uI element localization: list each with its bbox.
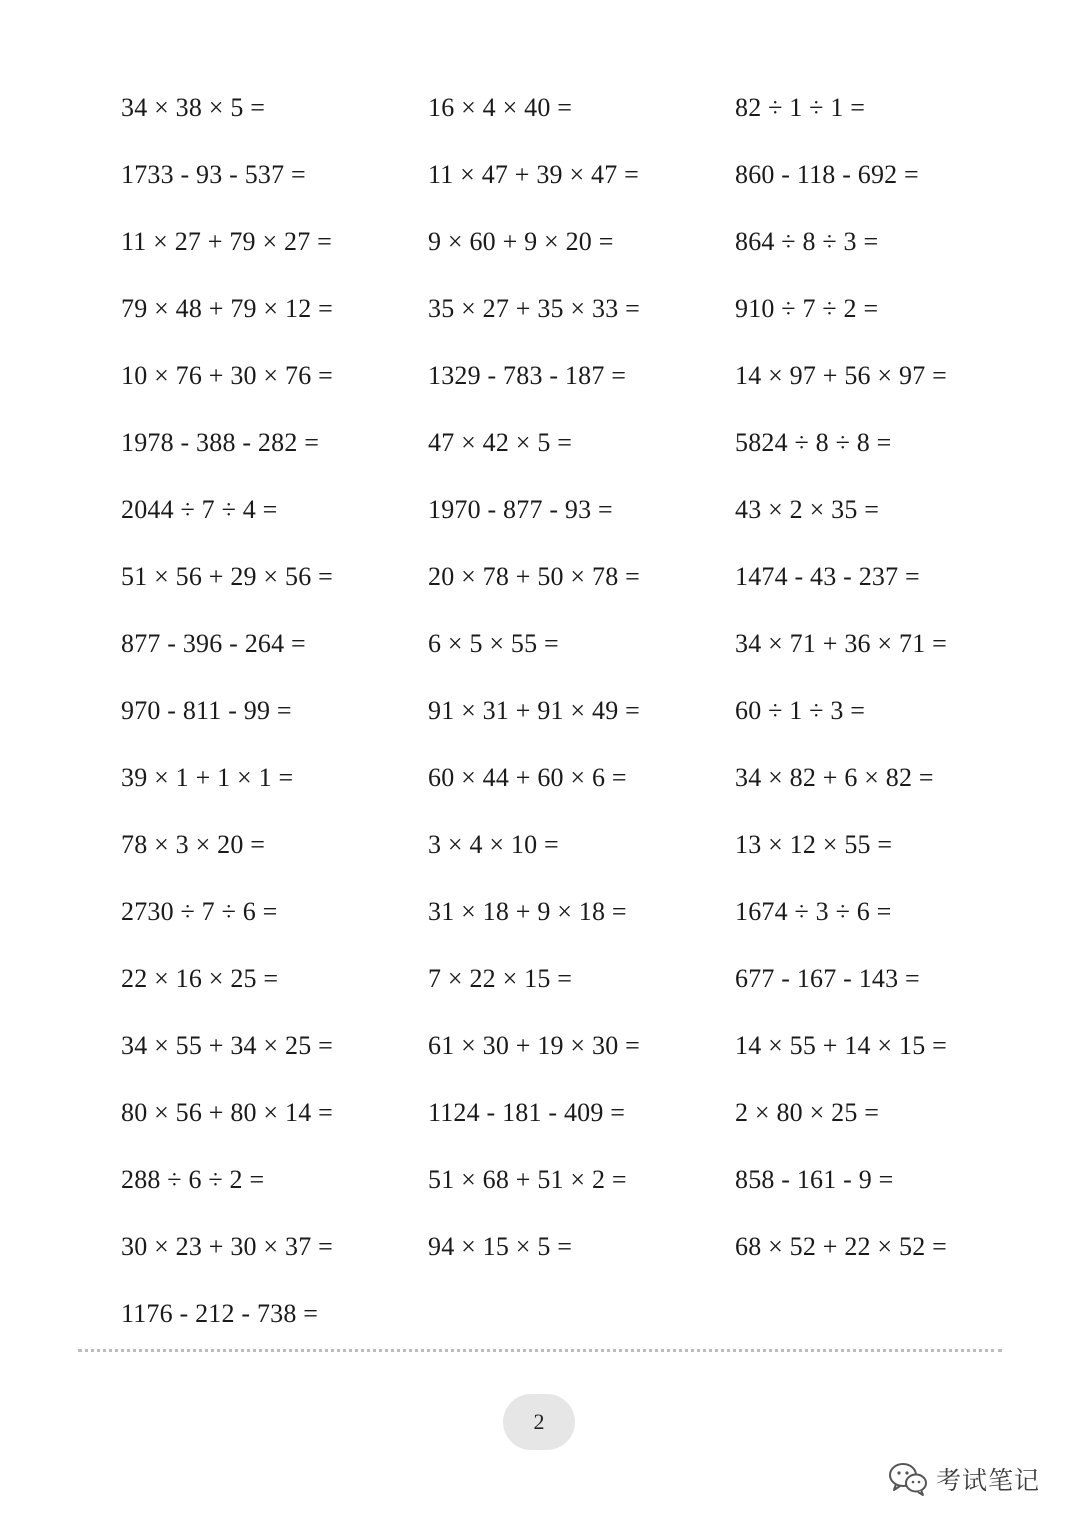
problem-row xyxy=(121,624,1051,691)
problem-item: 78 × 3 × 20 = xyxy=(121,830,266,859)
problem-item: 1674 ÷ 3 ÷ 6 = xyxy=(735,897,892,926)
problem-item: 3 × 4 × 10 = xyxy=(428,830,559,859)
problem-item: 22 × 16 × 25 = xyxy=(121,964,279,993)
problem-item: 34 × 82 + 6 × 82 = xyxy=(735,763,934,792)
problem-row xyxy=(121,691,1051,758)
problem-item: 51 × 68 + 51 × 2 = xyxy=(428,1165,627,1194)
problem-item: 82 ÷ 1 ÷ 1 = xyxy=(735,93,866,122)
problem-row xyxy=(121,490,1051,557)
problem-row xyxy=(121,1160,1051,1227)
problem-item: 1733 - 93 - 537 = xyxy=(121,160,306,189)
problem-item: 860 - 118 - 692 = xyxy=(735,160,919,189)
problem-item: 1124 - 181 - 409 = xyxy=(428,1098,626,1127)
problem-item: 11 × 27 + 79 × 27 = xyxy=(121,227,332,256)
problem-item: 30 × 23 + 30 × 37 = xyxy=(121,1232,333,1261)
watermark-text: 考试笔记 xyxy=(936,1466,1041,1495)
problem-item: 60 ÷ 1 ÷ 3 = xyxy=(735,696,866,725)
problem-item: 91 × 31 + 91 × 49 = xyxy=(428,696,640,725)
problem-item: 288 ÷ 6 ÷ 2 = xyxy=(121,1165,265,1194)
problem-row xyxy=(121,356,1051,423)
problem-item: 9 × 60 + 9 × 20 = xyxy=(428,227,614,256)
problem-row xyxy=(121,825,1051,892)
problem-item: 94 × 15 × 5 = xyxy=(428,1232,573,1261)
problem-item: 877 - 396 - 264 = xyxy=(121,629,306,658)
problem-row xyxy=(121,222,1051,289)
problem-item: 60 × 44 + 60 × 6 = xyxy=(428,763,627,792)
problem-item: 1474 - 43 - 237 = xyxy=(735,562,920,591)
page-number-badge xyxy=(503,1394,575,1450)
problem-row xyxy=(121,423,1051,490)
wechat-icon xyxy=(888,1461,928,1497)
problem-item: 79 × 48 + 79 × 12 = xyxy=(121,294,333,323)
problem-grid xyxy=(121,88,1051,1361)
problem-row xyxy=(121,289,1051,356)
problem-item: 10 × 76 + 30 × 76 = xyxy=(121,361,333,390)
problem-item: 677 - 167 - 143 = xyxy=(735,964,920,993)
problem-item: 31 × 18 + 9 × 18 = xyxy=(428,897,627,926)
problem-item: 51 × 56 + 29 × 56 = xyxy=(121,562,333,591)
problem-item: 5824 ÷ 8 ÷ 8 = xyxy=(735,428,892,457)
problem-item: 6 × 5 × 55 = xyxy=(428,629,559,658)
problem-item: 858 - 161 - 9 = xyxy=(735,1165,894,1194)
watermark xyxy=(888,1457,1040,1501)
problem-item: 16 × 4 × 40 = xyxy=(428,93,573,122)
problem-item: 970 - 811 - 99 = xyxy=(121,696,292,725)
problem-item: 34 × 38 × 5 = xyxy=(121,93,266,122)
problem-item: 2730 ÷ 7 ÷ 6 = xyxy=(121,897,278,926)
problem-item: 864 ÷ 8 ÷ 3 = xyxy=(735,227,879,256)
problem-item: 20 × 78 + 50 × 78 = xyxy=(428,562,640,591)
problem-item: 14 × 55 + 14 × 15 = xyxy=(735,1031,947,1060)
problem-item: 1970 - 877 - 93 = xyxy=(428,495,613,524)
problem-item: 2 × 80 × 25 = xyxy=(735,1098,880,1127)
problem-item: 61 × 30 + 19 × 30 = xyxy=(428,1031,640,1060)
problem-item: 34 × 71 + 36 × 71 = xyxy=(735,629,947,658)
dotted-divider xyxy=(78,1349,1002,1352)
problem-item: 11 × 47 + 39 × 47 = xyxy=(428,160,639,189)
problem-item: 13 × 12 × 55 = xyxy=(735,830,893,859)
problem-item: 1978 - 388 - 282 = xyxy=(121,428,320,457)
problem-item: 39 × 1 + 1 × 1 = xyxy=(121,763,294,792)
problem-item: 80 × 56 + 80 × 14 = xyxy=(121,1098,333,1127)
problem-row xyxy=(121,959,1051,1026)
problem-item: 47 × 42 × 5 = xyxy=(428,428,573,457)
problem-row xyxy=(121,557,1051,624)
problem-row xyxy=(121,88,1051,155)
problem-item: 68 × 52 + 22 × 52 = xyxy=(735,1232,947,1261)
problem-item: 7 × 22 × 15 = xyxy=(428,964,573,993)
problem-item: 2044 ÷ 7 ÷ 4 = xyxy=(121,495,278,524)
problem-item: 1176 - 212 - 738 = xyxy=(121,1299,319,1328)
problem-row xyxy=(121,1093,1051,1160)
problem-item: 34 × 55 + 34 × 25 = xyxy=(121,1031,333,1060)
problem-row xyxy=(121,1227,1051,1294)
problem-row xyxy=(121,1026,1051,1093)
problem-row xyxy=(121,758,1051,825)
problem-item: 35 × 27 + 35 × 33 = xyxy=(428,294,640,323)
problem-row xyxy=(121,155,1051,222)
problem-item: 43 × 2 × 35 = xyxy=(735,495,880,524)
problem-item: 910 ÷ 7 ÷ 2 = xyxy=(735,294,879,323)
problem-item: 14 × 97 + 56 × 97 = xyxy=(735,361,947,390)
problem-item: 1329 - 783 - 187 = xyxy=(428,361,627,390)
page-number: 2 xyxy=(533,1409,545,1434)
problem-row xyxy=(121,892,1051,959)
